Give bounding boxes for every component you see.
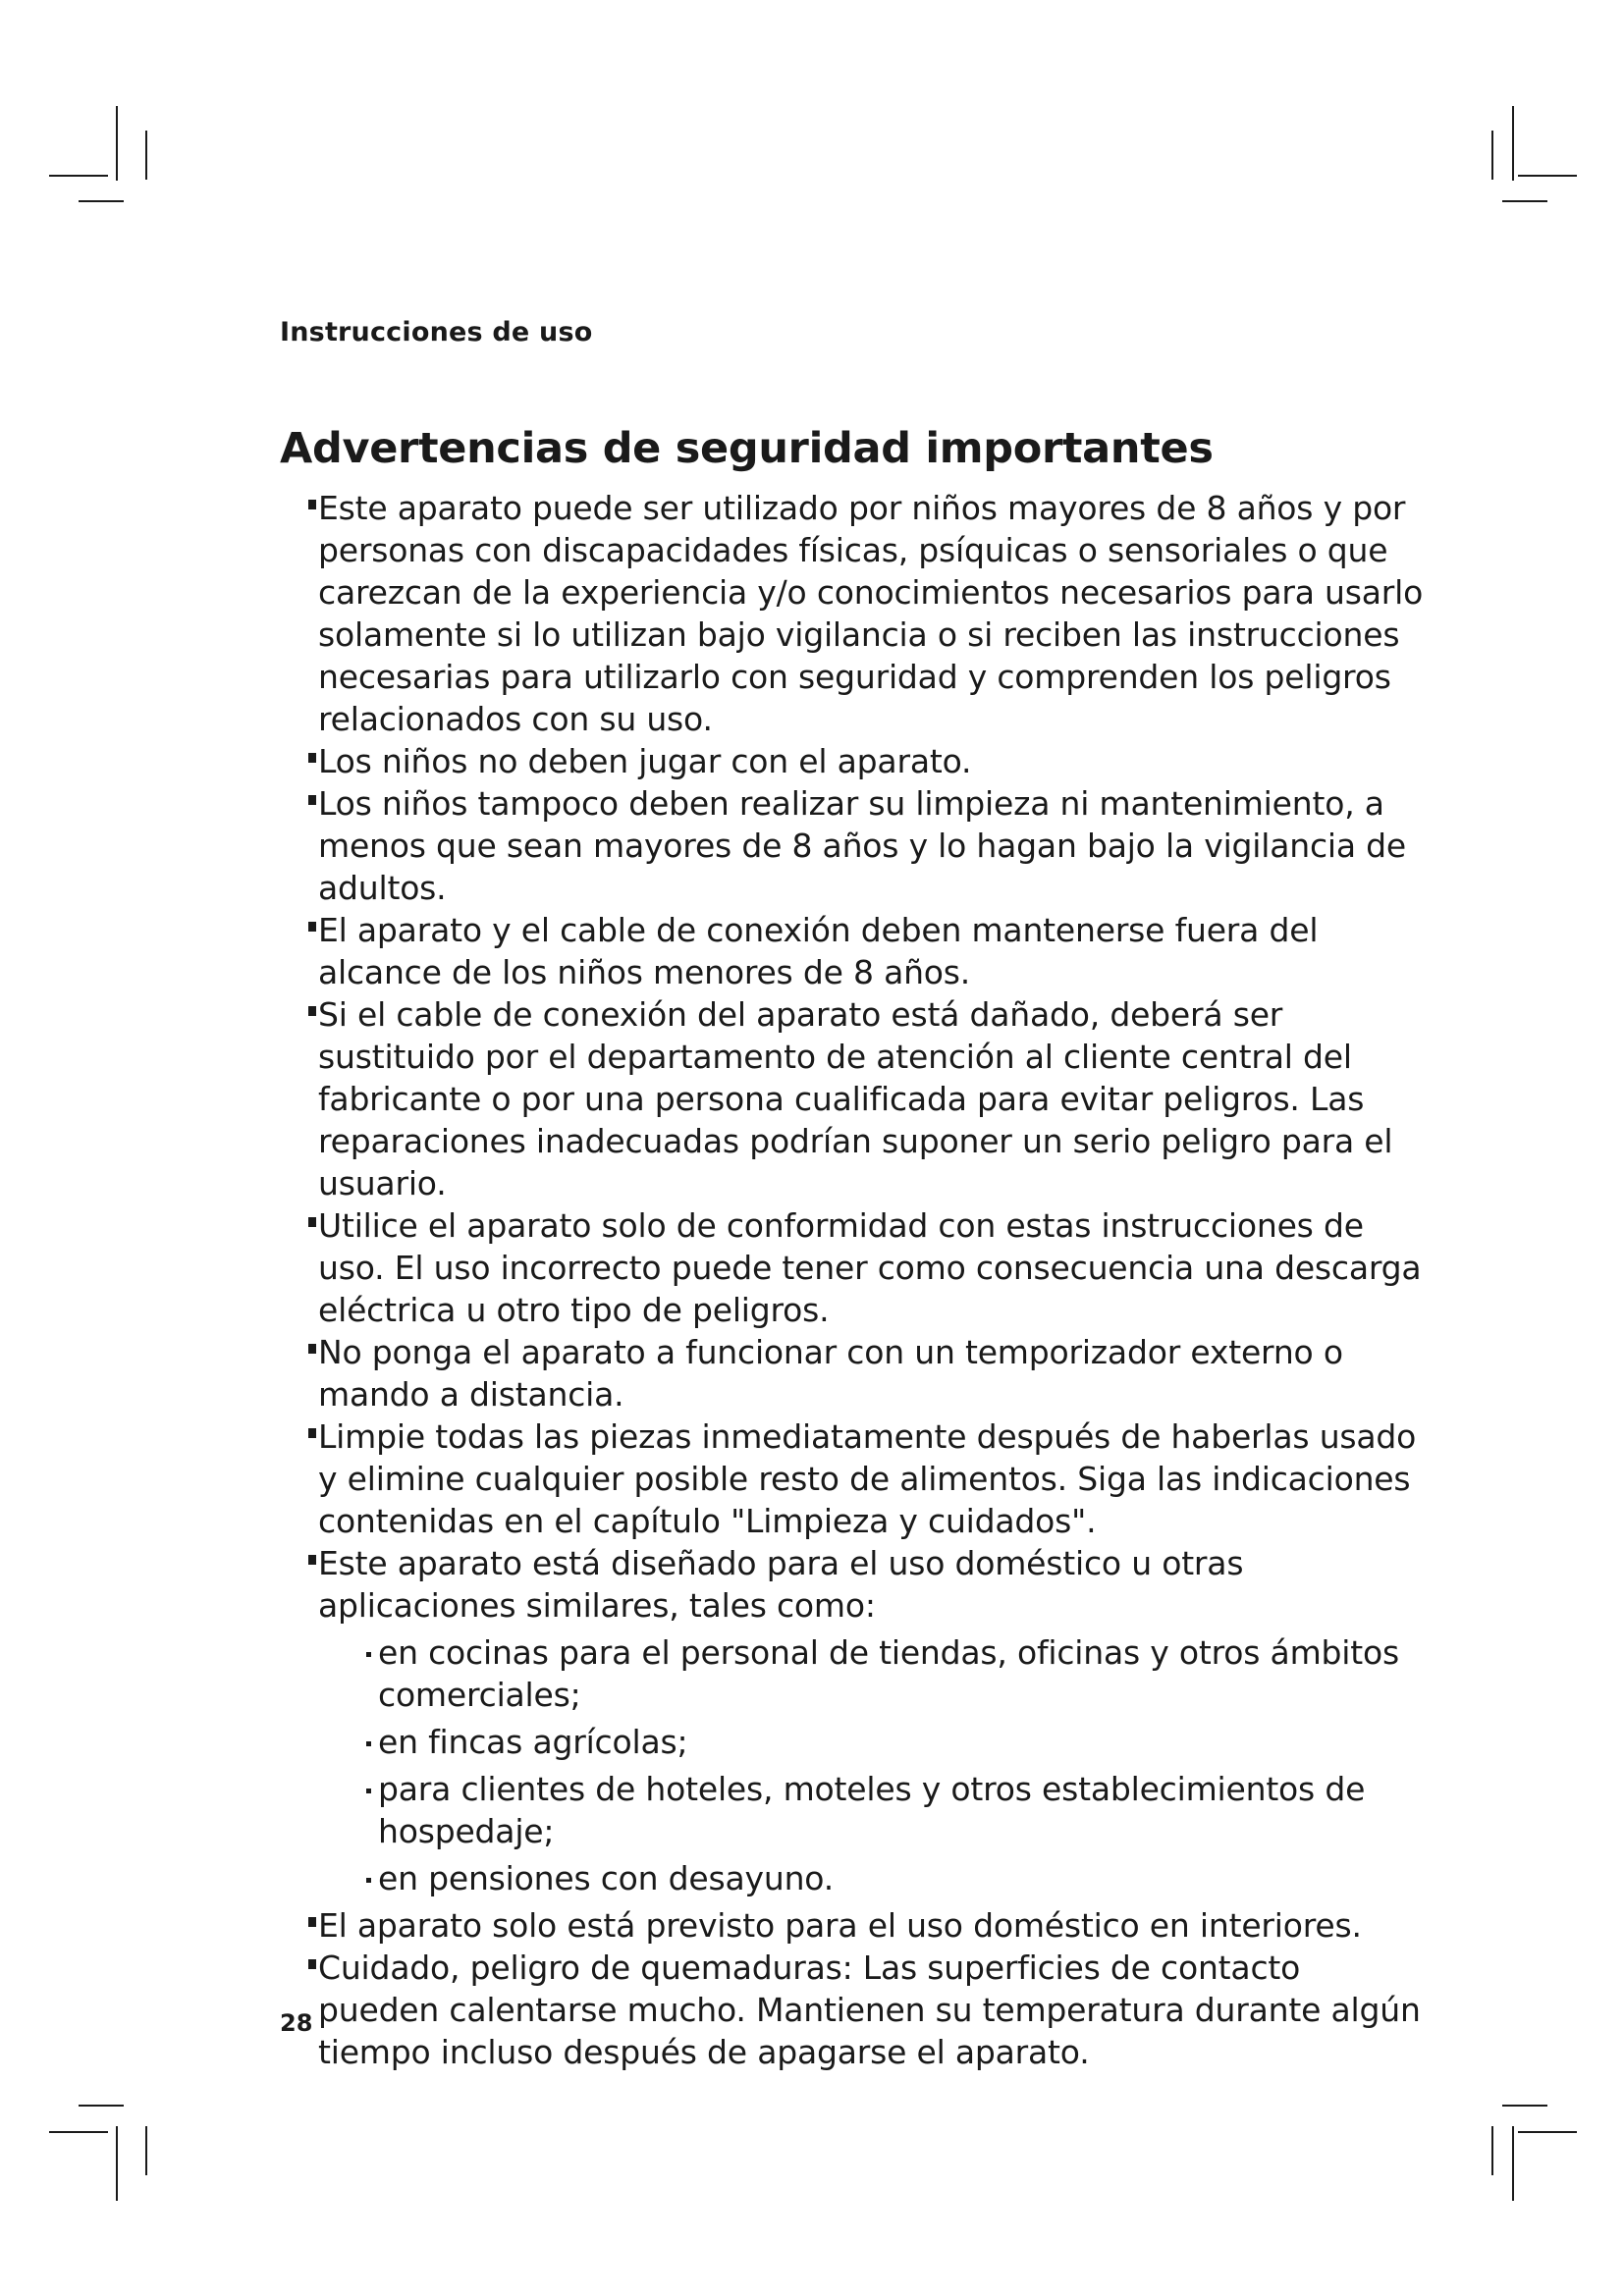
crop-mark: [1518, 2131, 1577, 2133]
sub-list-item: en cocinas para el personal de tiendas, oficinas y otros ámbitos comerciales;: [363, 1631, 1424, 1716]
safety-warnings-list: [304, 487, 1424, 2073]
crop-mark: [116, 2126, 118, 2201]
crop-mark: [1491, 131, 1493, 180]
crop-mark: [1502, 200, 1547, 202]
section-label: Instrucciones de uso: [280, 317, 593, 347]
crop-mark: [1512, 106, 1514, 181]
crop-mark: [145, 2126, 147, 2175]
warning-item: No ponga el aparato a funcionar con un temporizador externo o mando a distancia.: [304, 1331, 1424, 1415]
crop-mark: [49, 2131, 108, 2133]
warning-item: Limpie todas las piezas inmediatamente después de haberlas usado y elimine cualquier posible resto de alimentos. Siga las indicaciones contenidas en el capítulo "Limpieza y cuidados".: [304, 1415, 1424, 1542]
crop-mark: [79, 200, 124, 202]
page-title: Advertencias de seguridad importantes: [280, 424, 1214, 473]
crop-mark: [1518, 175, 1577, 177]
page-number: 28: [280, 2009, 313, 2037]
warning-item: Si el cable de conexión del aparato está dañado, deberá ser sustituido por el departamento de atención al cliente central del fabricante o por una persona cualificada para evitar peligros. Las reparaciones inadecuadas podrían suponer un serio peligro para el usuario.: [304, 993, 1424, 1204]
warning-item: Utilice el aparato solo de conformidad con estas instrucciones de uso. El uso incorrecto puede tener como consecuencia una descarga eléctrica u otro tipo de peligros.: [304, 1204, 1424, 1331]
sub-list-item: para clientes de hoteles, moteles y otros establecimientos de hospedaje;: [363, 1768, 1424, 1852]
crop-mark: [1491, 2126, 1493, 2175]
usage-context-sublist: [363, 1631, 1424, 1899]
warning-item: Los niños tampoco deben realizar su limpieza ni mantenimiento, a menos que sean mayores de 8 años y lo hagan bajo la vigilancia de adultos.: [304, 782, 1424, 909]
warning-item-text: Este aparato está diseñado para el uso doméstico u otras aplicaciones similares, tales como:: [318, 1544, 1244, 1625]
crop-mark: [1512, 2126, 1514, 2201]
warning-item-with-sublist: [304, 1542, 1424, 1899]
warning-item: Este aparato puede ser utilizado por niños mayores de 8 años y por personas con discapacidades físicas, psíquicas o sensoriales o que carezcan de la experiencia y/o conocimientos necesarios para usarlo solamente si lo utilizan bajo vigilancia o si reciben las instrucciones necesarias para utilizarlo con seguridad y comprenden los peligros relacionados con su uso.: [304, 487, 1424, 740]
crop-mark: [49, 175, 108, 177]
warning-item: El aparato solo está previsto para el uso doméstico en interiores.: [304, 1904, 1424, 1947]
crop-mark: [1502, 2105, 1547, 2107]
warning-item: El aparato y el cable de conexión deben mantenerse fuera del alcance de los niños menores de 8 años.: [304, 909, 1424, 993]
crop-mark: [79, 2105, 124, 2107]
crop-mark: [145, 131, 147, 180]
crop-mark: [116, 106, 118, 181]
sub-list-item: en fincas agrícolas;: [363, 1721, 1424, 1763]
warning-item: Cuidado, peligro de quemaduras: Las superficies de contacto pueden calentarse mucho. Mantienen su temperatura durante algún tiempo incluso después de apagarse el aparato.: [304, 1947, 1424, 2073]
sub-list-item: en pensiones con desayuno.: [363, 1857, 1424, 1899]
warning-item: Los niños no deben jugar con el aparato.: [304, 740, 1424, 782]
